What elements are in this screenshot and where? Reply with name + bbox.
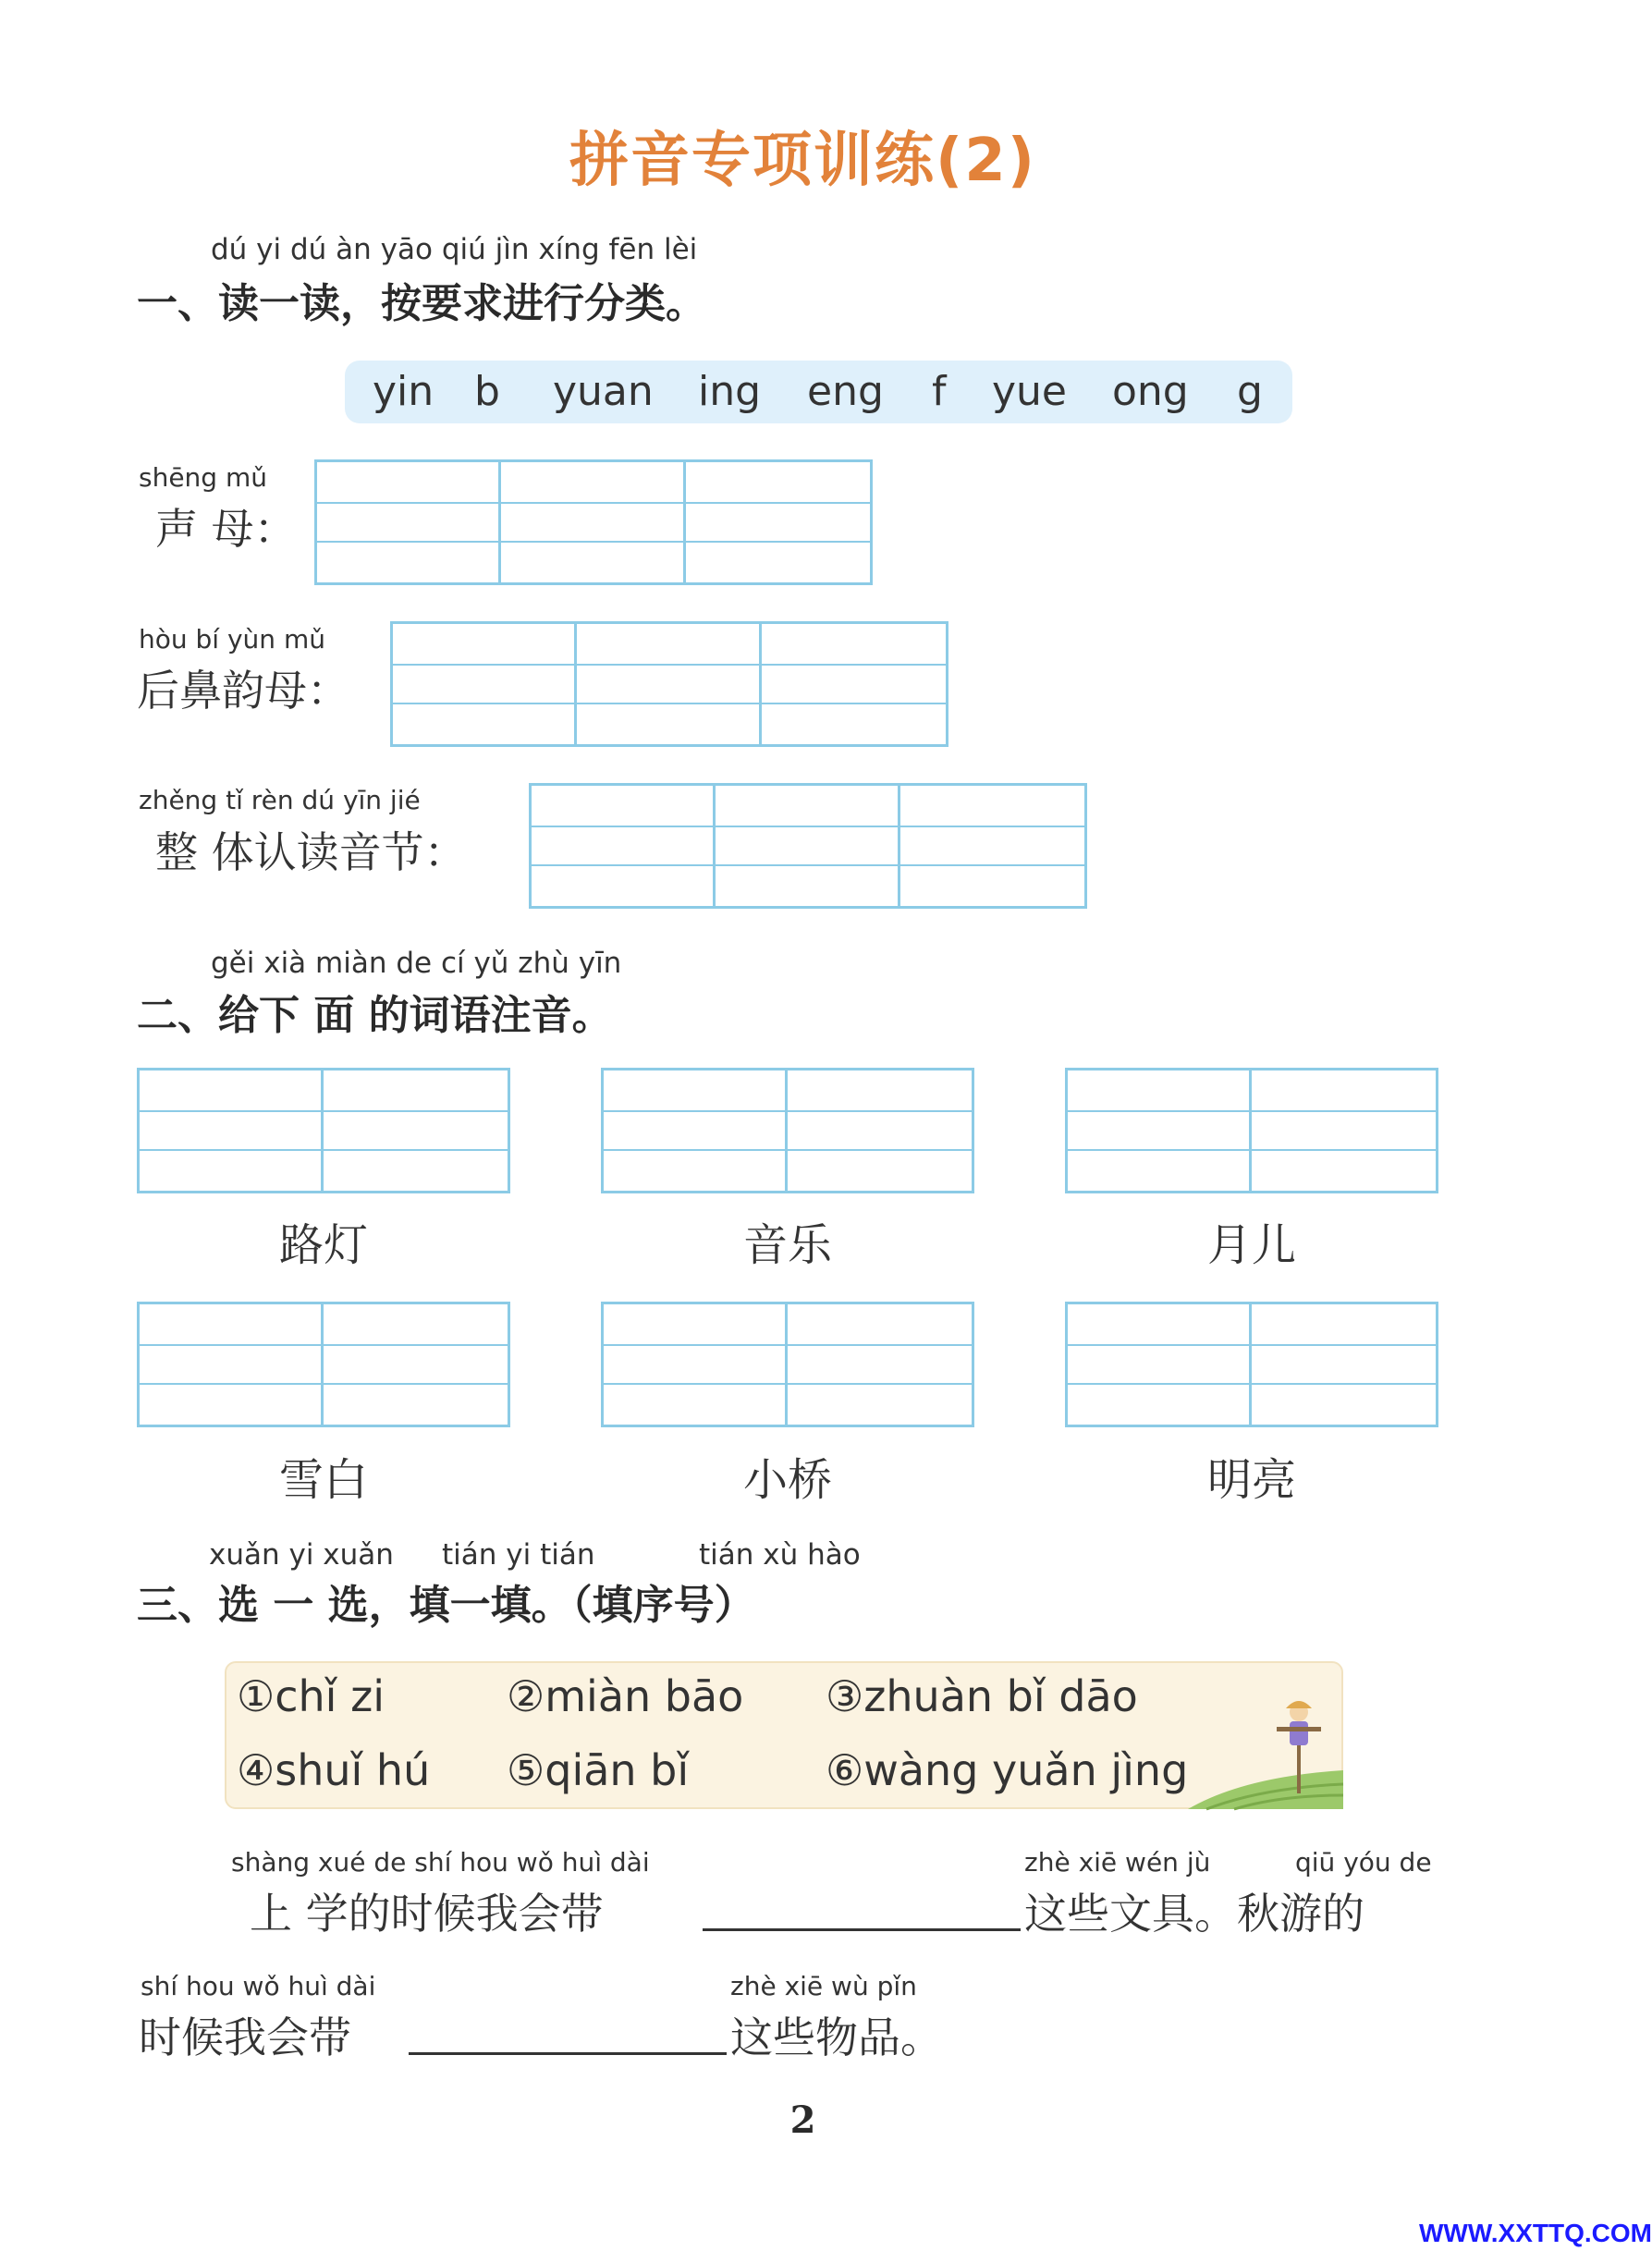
shengmu-writing-grid[interactable]	[314, 459, 873, 585]
line1-pinyin-c: qiū yóu de	[1295, 1847, 1432, 1878]
section3-pinyin-1: xuǎn yi xuǎn	[209, 1538, 394, 1572]
section3-pinyin-3: tián xù hào	[699, 1538, 861, 1572]
letter-item: yuan	[553, 368, 654, 415]
section1-pinyin: dú yi dú àn yāo qiú jìn xíng fēn lèi	[211, 233, 698, 266]
houbiyunmu-label: 后鼻韵母：	[137, 666, 349, 716]
writing-cell[interactable]	[762, 624, 946, 744]
houbiyunmu-pinyin: hòu bí yùn mǔ	[139, 624, 325, 655]
page-title: 拼音专项训练(2)	[569, 127, 1037, 195]
option-item: ①chǐ zi	[237, 1671, 385, 1721]
option-item: ②miàn bāo	[507, 1671, 744, 1721]
line2-pinyin-a: shí hou wǒ huì dài	[141, 1971, 376, 2001]
scarecrow-illustration-icon	[1188, 1692, 1343, 1809]
writing-cell[interactable]	[324, 1304, 508, 1425]
line2-text-b: 这些物品。	[730, 2012, 943, 2062]
option-item: ④shuǐ hú	[237, 1745, 431, 1795]
watermark: WWW.XXTTQ.COM	[1419, 2219, 1652, 2247]
word-label: 雪白	[278, 1454, 368, 1506]
zhengti-label: 整 体认读音节：	[155, 827, 467, 877]
section1-heading: 一、读一读，按要求进行分类。	[137, 280, 706, 327]
line2-text-a: 时候我会带	[139, 2012, 351, 2062]
word-writing-grid[interactable]	[137, 1302, 510, 1427]
writing-cell[interactable]	[716, 786, 899, 906]
line1-text-b: 这些文具。秋游的	[1024, 1889, 1364, 1939]
shengmu-pinyin: shēng mǔ	[139, 462, 268, 493]
letter-item: yin	[373, 368, 434, 415]
letter-item: yue	[992, 368, 1067, 415]
letter-item: b	[474, 368, 500, 415]
writing-cell[interactable]	[1252, 1070, 1436, 1191]
option-item: ⑥wàng yuǎn jìng	[826, 1745, 1189, 1795]
writing-cell[interactable]	[140, 1304, 324, 1425]
writing-cell[interactable]	[604, 1304, 788, 1425]
writing-cell[interactable]	[1252, 1304, 1436, 1425]
line2-pinyin-b: zhè xiē wù pǐn	[730, 1971, 917, 2001]
writing-cell[interactable]	[577, 624, 761, 744]
shengmu-label: 声 母：	[155, 504, 297, 554]
option-item: ⑤qiān bǐ	[507, 1745, 690, 1795]
writing-cell[interactable]	[324, 1070, 508, 1191]
word-label: 路灯	[278, 1219, 368, 1271]
writing-cell[interactable]	[317, 462, 501, 582]
section2-heading: 二、给下 面 的词语注音。	[137, 992, 613, 1039]
line1-pinyin-b: zhè xiē wén jù	[1024, 1847, 1211, 1878]
section2-pinyin: gěi xià miàn de cí yǔ zhù yīn	[211, 947, 622, 980]
line1-pinyin-a: shàng xué de shí hou wǒ huì dài	[231, 1847, 650, 1878]
letter-item: ing	[698, 368, 762, 415]
word-writing-grid[interactable]	[601, 1302, 974, 1427]
word-writing-grid[interactable]	[601, 1068, 974, 1193]
answer-blank-1[interactable]	[703, 1928, 1021, 1931]
letter-item: g	[1237, 368, 1263, 415]
word-writing-grid[interactable]	[1065, 1302, 1438, 1427]
letter-item: f	[932, 368, 947, 415]
writing-cell[interactable]	[1068, 1304, 1252, 1425]
option-item: ③zhuàn bǐ dāo	[826, 1671, 1138, 1721]
writing-cell[interactable]	[788, 1304, 972, 1425]
writing-cell[interactable]	[1068, 1070, 1252, 1191]
writing-cell[interactable]	[140, 1070, 324, 1191]
answer-blank-2[interactable]	[409, 2052, 727, 2055]
writing-cell[interactable]	[393, 624, 577, 744]
page-number: 2	[789, 2098, 816, 2142]
section3-pinyin-2: tián yi tián	[442, 1538, 595, 1572]
word-label: 小桥	[742, 1454, 832, 1506]
writing-cell[interactable]	[686, 462, 870, 582]
houbiyunmu-writing-grid[interactable]	[390, 621, 948, 747]
writing-cell[interactable]	[532, 786, 716, 906]
zhengti-writing-grid[interactable]	[529, 783, 1087, 909]
letter-item: ong	[1112, 368, 1189, 415]
writing-cell[interactable]	[788, 1070, 972, 1191]
word-label: 明亮	[1206, 1454, 1296, 1506]
word-label: 音乐	[742, 1219, 832, 1271]
letter-item: eng	[807, 368, 884, 415]
line1-text-a: 上 学的时候我会带	[250, 1889, 604, 1939]
section3-heading: 三、选 一 选，填一填。（填序号）	[137, 1582, 755, 1629]
writing-cell[interactable]	[900, 786, 1084, 906]
word-writing-grid[interactable]	[137, 1068, 510, 1193]
word-writing-grid[interactable]	[1065, 1068, 1438, 1193]
zhengti-pinyin: zhěng tǐ rèn dú yīn jié	[139, 785, 421, 815]
writing-cell[interactable]	[501, 462, 685, 582]
word-label: 月儿	[1206, 1219, 1296, 1271]
writing-cell[interactable]	[604, 1070, 788, 1191]
